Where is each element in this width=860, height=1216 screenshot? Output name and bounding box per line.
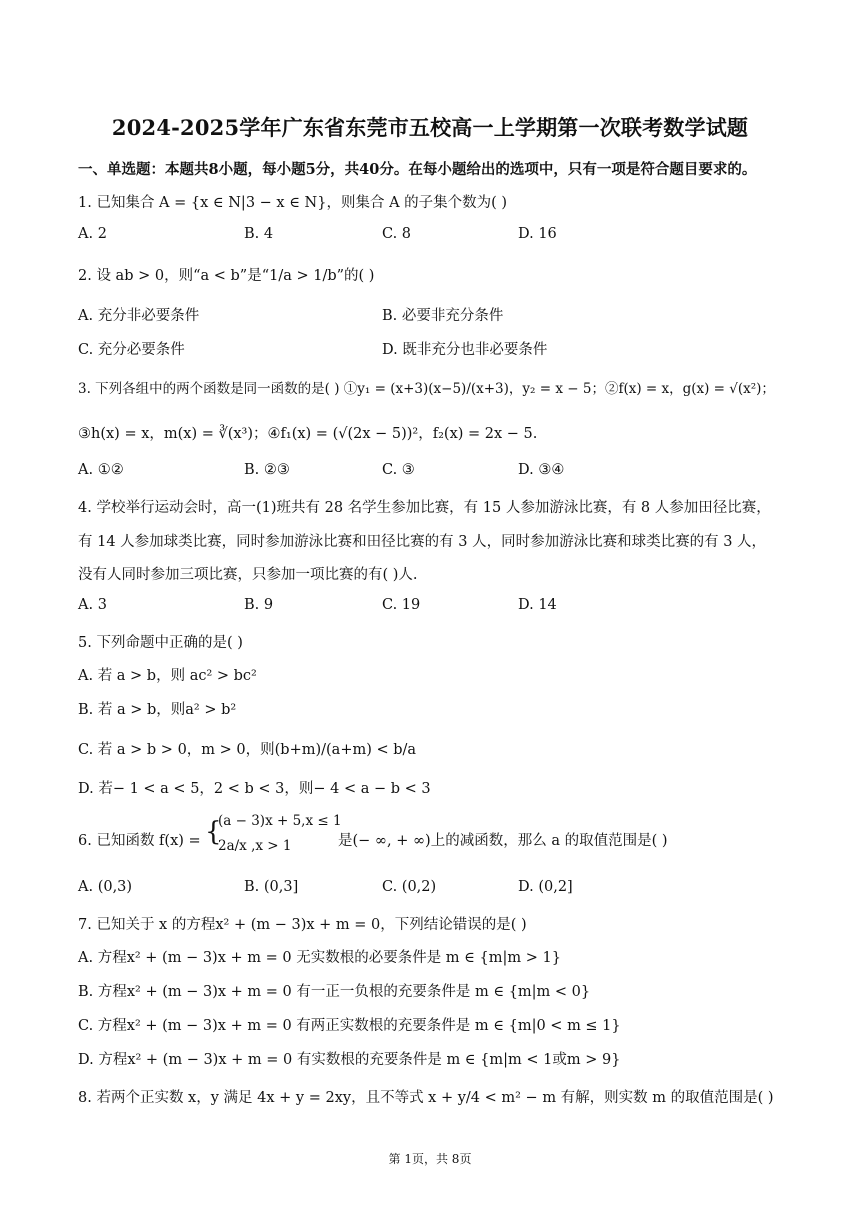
q4-option-c: C. 19 (382, 597, 421, 613)
q2-option-d: D. 既非充分也非必要条件 (382, 342, 548, 358)
q2-option-b: B. 必要非充分条件 (382, 308, 504, 324)
q5-option-a: A. 若 a > b，则 ac² > bc² (78, 668, 257, 684)
q5-option-b: B. 若 a > b，则a² > b² (78, 702, 237, 718)
q2-option-a: A. 充分非必要条件 (78, 308, 200, 324)
question-3-line-2: ③h(x) = x，m(x) = ∛(x³)；④f₁(x) = (√(2x − 5))²，f₂(x) = 2x − 5. (78, 426, 538, 442)
question-1: 1. 已知集合 A = {x ∈ N|3 − x ∈ N}，则集合 A 的子集个数为( ) (78, 195, 508, 211)
q7-option-a: A. 方程x² + (m − 3)x + m = 0 无实数根的必要条件是 m ∈ {m|m > 1} (78, 950, 561, 966)
q3-option-a: A. ①② (78, 462, 124, 478)
question-2: 2. 设 ab > 0，则“a < b”是“1/a > 1/b”的( ) (78, 268, 375, 284)
question-5: 5. 下列命题中正确的是( ) (78, 635, 243, 651)
question-7: 7. 已知关于 x 的方程x² + (m − 3)x + m = 0，下列结论错误的是( ) (78, 917, 527, 933)
q7-option-d: D. 方程x² + (m − 3)x + m = 0 有实数根的充要条件是 m ∈ {m|m < 1或m > 9} (78, 1052, 621, 1068)
section-heading: 一、单选题：本题共8小题，每小题5分，共40分。在每小题给出的选项中，只有一项是符合题目要求的。 (78, 161, 757, 178)
q7-option-b: B. 方程x² + (m − 3)x + m = 0 有一正一负根的充要条件是 m ∈ {m|m < 0} (78, 984, 591, 1000)
q1-option-b: B. 4 (244, 226, 274, 242)
q6-option-a: A. (0,3) (78, 879, 133, 895)
q3-option-b: B. ②③ (244, 462, 290, 478)
q1-option-a: A. 2 (78, 226, 107, 242)
q6-case-1: (a − 3)x + 5,x ≤ 1 (218, 813, 342, 829)
q6-option-c: C. (0,2) (382, 879, 437, 895)
q5-option-d: D. 若− 1 < a < 5，2 < b < 3，则− 4 < a − b < 3 (78, 781, 431, 797)
question-6-suffix: 是(− ∞, + ∞)上的减函数，那么 a 的取值范围是( ) (338, 833, 668, 849)
q3-option-d: D. ③④ (518, 462, 565, 478)
q5-option-c: C. 若 a > b > 0，m > 0，则(b+m)/(a+m) < b/a (78, 742, 417, 758)
q3-option-c: C. ③ (382, 462, 415, 478)
q4-option-b: B. 9 (244, 597, 274, 613)
question-4-line-1: 4. 学校举行运动会时，高一(1)班共有 28 名学生参加比赛，有 15 人参加游泳比赛，有 8 人参加田径比赛， (78, 500, 771, 516)
q7-option-c: C. 方程x² + (m − 3)x + m = 0 有两正实数根的充要条件是 m ∈ {m|0 < m ≤ 1} (78, 1018, 621, 1034)
q1-option-d: D. 16 (518, 226, 557, 242)
question-3-line-1: 3. 下列各组中的两个函数是同一函数的是( ) ①y₁ = (x+3)(x−5)/(x+3)，y₂ = x − 5；②f(x) = x，g(x) = √(x²)； (78, 381, 775, 397)
page-title: 2024-2025学年广东省东莞市五校高一上学期第一次联考数学试题 (111, 115, 749, 140)
q2-option-c: C. 充分必要条件 (78, 342, 185, 358)
question-4-line-3: 没有人同时参加三项比赛，只参加一项比赛的有( )人. (78, 567, 418, 583)
question-8: 8. 若两个正实数 x，y 满足 4x + y = 2xy，且不等式 x + y/4 < m² − m 有解，则实数 m 的取值范围是( ) (78, 1090, 774, 1106)
q6-option-b: B. (0,3] (244, 879, 299, 895)
piecewise-brace: { (205, 817, 222, 847)
question-4-line-2: 有 14 人参加球类比赛，同时参加游泳比赛和田径比赛的有 3 人，同时参加游泳比赛和球类比赛的有 3 人， (78, 534, 767, 550)
q6-case-2: 2a/x ,x > 1 (218, 838, 292, 854)
page-footer: 第 1页，共 8页 (388, 1152, 472, 1166)
q4-option-a: A. 3 (78, 597, 107, 613)
question-6-prefix: 6. 已知函数 f(x) = (78, 833, 201, 849)
q1-option-c: C. 8 (382, 226, 412, 242)
q6-option-d: D. (0,2] (518, 879, 573, 895)
q4-option-d: D. 14 (518, 597, 557, 613)
